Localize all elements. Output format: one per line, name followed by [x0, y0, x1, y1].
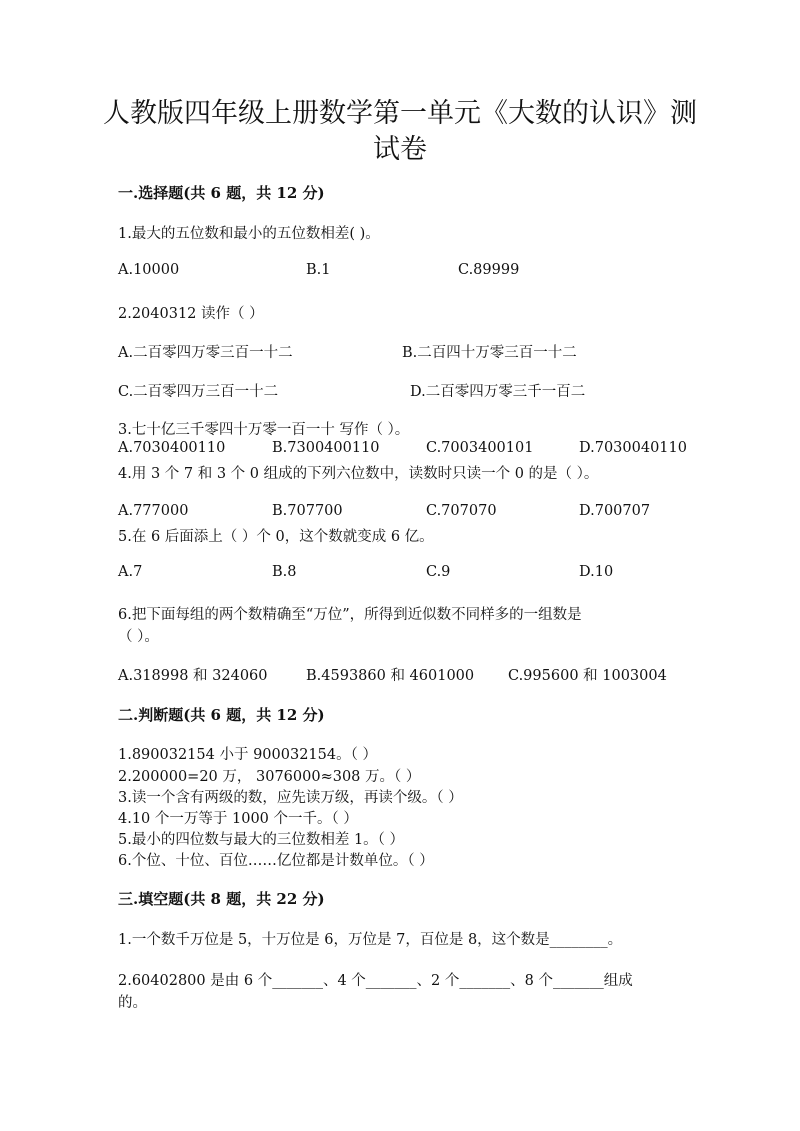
fill-blank-question-continued: 的。 — [118, 995, 147, 1011]
judgment-item: 6.个位、十位、百位……亿位都是计数单位。（ ） — [118, 853, 434, 869]
judgment-item: 1.890032154 小于 900032154。（ ） — [118, 747, 377, 763]
judgment-item: 5.最小的四位数与最大的三位数相差 1。（ ） — [118, 832, 405, 848]
question-text-continued: （ ）。 — [118, 629, 159, 645]
option-a: A.7030400110 — [118, 440, 226, 456]
judgment-item: 2.200000=20 万， 3076000≈308 万。（ ） — [118, 769, 421, 785]
section-heading-choice: 一.选择题(共 6 题，共 12 分) — [118, 184, 325, 202]
question-text: 2.2040312 读作（ ） — [118, 306, 264, 322]
option-a: A.10000 — [118, 262, 180, 278]
option-d: D.700707 — [579, 503, 651, 519]
option-c: C.995600 和 1003004 — [508, 668, 667, 684]
option-c: C.二百零四万三百一十二 — [118, 384, 279, 400]
question-text: 4.用 3 个 7 和 3 个 0 组成的下列六位数中，读数时只读一个 0 的是（ ）。 — [118, 466, 599, 482]
section-heading-judgment: 二.判断题(共 6 题，共 12 分) — [118, 706, 325, 724]
option-d: D.7030040110 — [579, 440, 687, 456]
option-a: A.7 — [118, 564, 143, 580]
option-d: D.二百零四万零三千一百二 — [410, 384, 586, 400]
option-b: B.4593860 和 4601000 — [306, 668, 475, 684]
section-heading-fill-blank: 三.填空题(共 8 题，共 22 分) — [118, 890, 325, 908]
question-text: 1.最大的五位数和最小的五位数相差( )。 — [118, 226, 380, 242]
judgment-item: 4.10 个一万等于 1000 个一千。（ ） — [118, 811, 358, 827]
option-b: B.707700 — [272, 503, 343, 519]
judgment-item: 3.读一个含有两级的数，应先读万级，再读个级。（ ） — [118, 790, 463, 806]
option-c: C.707070 — [426, 503, 497, 519]
option-b: B.1 — [306, 262, 331, 278]
option-a: A.318998 和 324060 — [118, 668, 268, 684]
fill-blank-question: 1.一个数千万位是 5，十万位是 6，万位是 7，百位是 8，这个数是________。 — [118, 932, 623, 948]
question-text: 5.在 6 后面添上（ ）个 0，这个数就变成 6 亿。 — [118, 529, 434, 545]
question-text: 6.把下面每组的两个数精确至“万位”，所得到近似数不同样多的一组数是 — [118, 607, 582, 623]
option-c: C.7003400101 — [426, 440, 534, 456]
exam-title-line1: 人教版四年级上册数学第一单元《大数的认识》测 — [103, 98, 697, 129]
option-a: A.777000 — [118, 503, 189, 519]
option-a: A.二百零四万零三百一十二 — [118, 345, 293, 361]
option-c: C.9 — [426, 564, 451, 580]
exam-title-line2: 试卷 — [373, 134, 427, 165]
option-b: B.二百四十万零三百一十二 — [402, 345, 577, 361]
fill-blank-question: 2.60402800 是由 6 个_______、4 个_______、2 个_______、8 个_______组成 — [118, 973, 633, 989]
question-text: 3.七十亿三千零四十万零一百一十 写作（ ）。 — [118, 422, 410, 438]
option-b: B.7300400110 — [272, 440, 380, 456]
option-c: C.89999 — [458, 262, 520, 278]
option-d: D.10 — [579, 564, 614, 580]
option-b: B.8 — [272, 564, 297, 580]
